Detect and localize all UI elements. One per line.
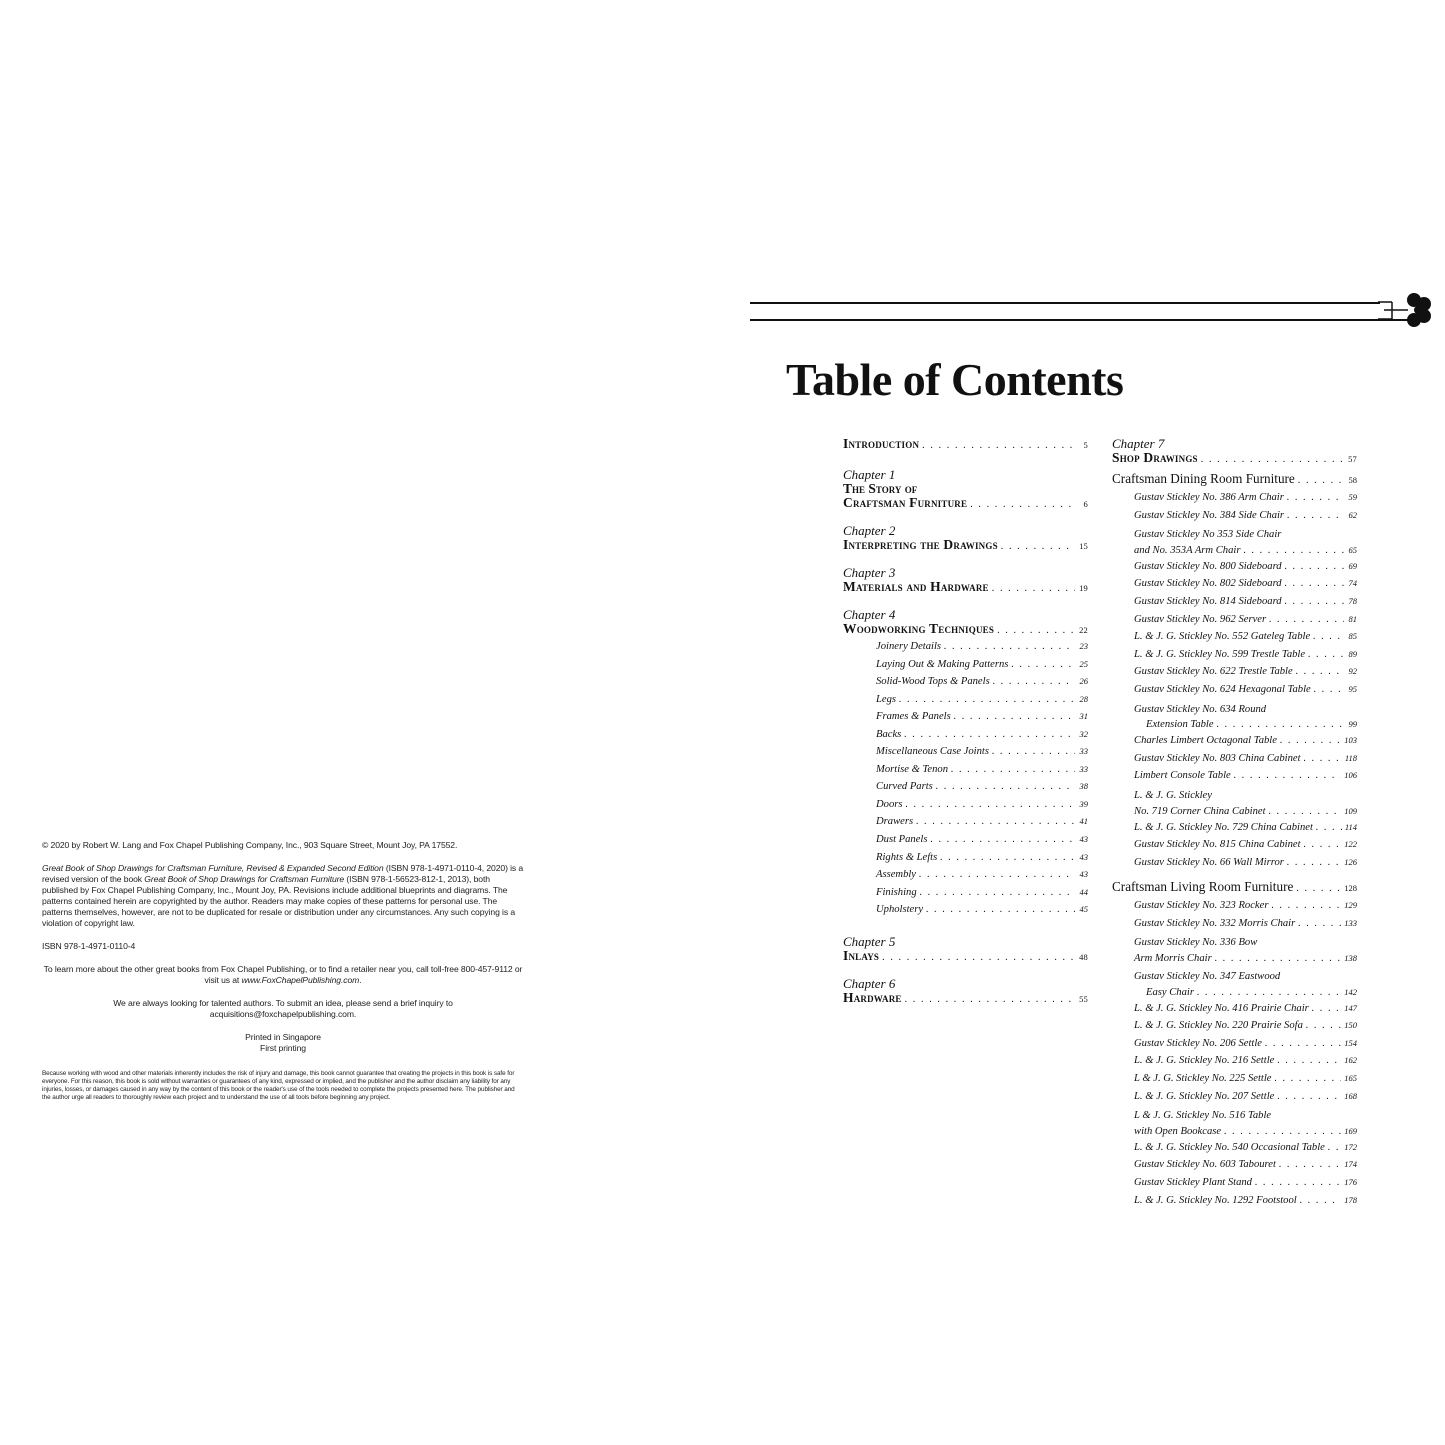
- leader-dots: [1328, 1140, 1341, 1157]
- page-number: 89: [1348, 648, 1357, 659]
- leader-dots: [1271, 898, 1341, 915]
- toc-entry[interactable]: [843, 656, 1088, 674]
- toc-entry[interactable]: [1112, 699, 1357, 733]
- toc-entry[interactable]: [1112, 663, 1357, 681]
- toc-entry[interactable]: [1112, 1105, 1357, 1139]
- page-number: 92: [1348, 666, 1357, 677]
- page-number: 25: [1079, 658, 1088, 669]
- entry-title: Assembly: [876, 869, 917, 881]
- leader-dots: [951, 762, 1075, 779]
- leader-dots: [1215, 952, 1342, 965]
- leader-dots: [920, 885, 1075, 902]
- toc-entry[interactable]: [1112, 785, 1357, 819]
- entry-title: Charles Limbert Octagonal Table: [1134, 735, 1277, 747]
- entry-title: Gustav Stickley No. 814 Sideboard: [1134, 595, 1282, 607]
- entry-title: Gustav Stickley No. 802 Sideboard: [1134, 578, 1282, 590]
- entry-title: L. & J. G. Stickley No. 1292 Footstool: [1134, 1194, 1297, 1206]
- toc-entry[interactable]: [1112, 767, 1357, 785]
- entry-title: Gustav Stickley No. 332 Morris Chair: [1134, 917, 1296, 929]
- page-number: 22: [1079, 625, 1088, 635]
- entry-title: Laying Out & Making Patterns: [876, 658, 1009, 670]
- page-number: 95: [1348, 683, 1357, 694]
- toc-entry[interactable]: [1112, 1088, 1357, 1106]
- toc-chapter-2[interactable]: [843, 524, 1088, 554]
- entry-title: Gustav Stickley No. 336 Bow: [1134, 937, 1258, 949]
- leader-dots: [1308, 647, 1344, 664]
- leader-dots: [1285, 576, 1344, 593]
- chapter-title: Hardware: [843, 989, 902, 1005]
- entry-title: Gustav Stickley No. 206 Settle: [1134, 1037, 1262, 1049]
- chapter-label: Chapter 1: [843, 467, 896, 482]
- leader-dots: [1269, 805, 1342, 818]
- page-number: 59: [1348, 492, 1357, 502]
- page-number: 78: [1348, 595, 1357, 606]
- leader-dots: [1265, 1036, 1341, 1053]
- chapter-label: Chapter 7: [1112, 436, 1165, 451]
- entry-title: Gustav Stickley Plant Stand: [1134, 1177, 1252, 1188]
- page-number: 128: [1344, 883, 1357, 894]
- authors-note: We are always looking for talented authors. To submit an idea, please send a brief inquiry to acquisitions@foxchapelpublishing.com.: [113, 998, 453, 1019]
- book-title-original: Great Book of Shop Drawings for Craftsman Furniture: [144, 874, 345, 884]
- page-number: 133: [1344, 917, 1357, 928]
- isbn: ISBN 978-1-4971-0110-4: [42, 941, 136, 951]
- leader-dots: [1234, 768, 1342, 785]
- leader-dots: [944, 639, 1075, 656]
- leader-dots: [905, 993, 1075, 1007]
- entry-title-cont: and No. 353A Arm Chair: [1134, 544, 1241, 556]
- chapter-title-line2: Craftsman Furniture: [843, 495, 968, 510]
- page-number: 109: [1344, 805, 1357, 816]
- chapter-4-subsections: [843, 638, 1088, 919]
- toc-entry[interactable]: [843, 673, 1088, 691]
- page-number: 178: [1344, 1194, 1357, 1205]
- chapter-title: Shop Drawings: [1112, 450, 1198, 465]
- page-number: 85: [1348, 631, 1357, 642]
- section-title: Craftsman Dining Room Furniture: [1112, 471, 1295, 486]
- printing-note: First printing: [260, 1043, 306, 1053]
- toc-entry[interactable]: [1112, 732, 1357, 750]
- leader-dots: [1285, 559, 1344, 576]
- leader-dots: [1275, 1071, 1342, 1088]
- page-number: 106: [1344, 770, 1357, 781]
- chapter-title: Materials and Hardware: [843, 579, 989, 594]
- section-heading-dining[interactable]: [1112, 471, 1357, 489]
- section-heading-living[interactable]: [1112, 879, 1357, 897]
- entry-title: Gustav Stickley No. 386 Arm Chair: [1134, 492, 1284, 503]
- publisher-url[interactable]: www.FoxChapelPublishing.com: [241, 975, 360, 985]
- entry-title: Doors: [876, 798, 903, 810]
- page-number: 122: [1344, 839, 1357, 850]
- toc-entry[interactable]: [1112, 1035, 1357, 1053]
- entry-title: Gustav Stickley No. 800 Sideboard: [1134, 560, 1282, 572]
- leader-dots: [1279, 1157, 1341, 1174]
- leader-dots: [1277, 1053, 1341, 1070]
- leader-dots: [992, 582, 1075, 596]
- page-number: 19: [1079, 583, 1088, 593]
- leader-dots: [992, 744, 1075, 761]
- page-number: 62: [1348, 509, 1357, 520]
- entry-title: Rights & Lefts: [876, 851, 938, 863]
- toc-entry[interactable]: [843, 796, 1088, 814]
- page-number: 99: [1348, 719, 1357, 730]
- entry-title-cont: No. 719 Corner China Cabinet: [1134, 805, 1266, 817]
- entry-title-cont: Arm Morris Chair: [1134, 953, 1212, 965]
- chapter-label: Chapter 6: [843, 975, 896, 991]
- copyright-line: © 2020 by Robert W. Lang and Fox Chapel Publishing Company, Inc., 903 Square Street, Mount Joy, PA 17552.: [42, 840, 458, 850]
- toc-entry[interactable]: [843, 849, 1088, 867]
- entry-title: L. & J. G. Stickley No. 599 Trestle Table: [1134, 648, 1306, 660]
- toc-entry[interactable]: [1112, 915, 1357, 933]
- toc-entry[interactable]: [1112, 489, 1357, 507]
- toc-entry[interactable]: [843, 901, 1088, 919]
- toc-column-2: [1112, 437, 1357, 1209]
- toc-entry[interactable]: [1112, 524, 1357, 558]
- entry-title-cont: with Open Bookcase: [1134, 1125, 1222, 1137]
- toc-entry[interactable]: [1112, 966, 1357, 1000]
- entry-title: Gustav Stickley No. 384 Side Chair: [1134, 509, 1285, 521]
- entry-title: Gustav Stickley No 353 Side Chair: [1134, 529, 1282, 541]
- toc-entry[interactable]: [1112, 1156, 1357, 1174]
- page-number: 74: [1348, 578, 1357, 589]
- toc-introduction[interactable]: [843, 437, 1088, 453]
- entry-title: Gustav Stickley No. 323 Rocker: [1134, 900, 1269, 912]
- entry-title: Joinery Details: [876, 641, 942, 652]
- page-number: 45: [1079, 904, 1088, 915]
- entry-title: Gustav Stickley No. 624 Hexagonal Table: [1134, 683, 1311, 695]
- entry-title: Finishing: [876, 886, 917, 898]
- toc-entry[interactable]: [843, 708, 1088, 726]
- entry-title: L. & J. G. Stickley No. 552 Gateleg Table: [1134, 631, 1311, 643]
- page-number: 162: [1344, 1055, 1357, 1066]
- toc-entry[interactable]: [1112, 1139, 1357, 1157]
- toc-entry[interactable]: [843, 691, 1088, 709]
- toc-entry[interactable]: [1112, 1192, 1357, 1210]
- page-number: 33: [1079, 746, 1088, 757]
- entry-title: L. & J. G. Stickley No. 220 Prairie Sofa: [1134, 1020, 1303, 1032]
- entry-title: Solid-Wood Tops & Panels: [876, 676, 990, 688]
- entry-title-cont: Extension Table: [1146, 719, 1214, 731]
- entry-title: Gustav Stickley No. 815 China Cabinet: [1134, 839, 1301, 851]
- entry-title: L. & J. G. Stickley No. 207 Settle: [1134, 1090, 1275, 1102]
- page-number: 172: [1344, 1141, 1357, 1152]
- toc-section-living: [1112, 879, 1357, 1209]
- leader-dots: [1001, 540, 1075, 554]
- leader-dots: [1243, 544, 1344, 557]
- chapter-title: Interpreting the Drawings: [843, 537, 998, 552]
- toc-entry[interactable]: [843, 813, 1088, 831]
- toc-entry[interactable]: [843, 831, 1088, 849]
- page-number: 169: [1344, 1125, 1357, 1136]
- entry-title: Gustav Stickley No. 603 Tabouret: [1134, 1159, 1276, 1171]
- entry-title: Dust Panels: [876, 834, 928, 846]
- page-number: 32: [1079, 728, 1088, 739]
- leader-dots: [1313, 629, 1344, 646]
- toc-entry[interactable]: [1112, 507, 1357, 525]
- leader-dots: [1298, 916, 1341, 933]
- toc-entry[interactable]: [1112, 750, 1357, 768]
- page-number: 57: [1348, 454, 1357, 464]
- entry-title: Upholstery: [876, 904, 924, 916]
- toc-chapter-3[interactable]: [843, 566, 1088, 596]
- page-number: 147: [1344, 1002, 1357, 1013]
- toc-chapter-6[interactable]: [843, 977, 1088, 1007]
- entry-title: Curved Parts: [876, 781, 933, 793]
- disclaimer: Because working with wood and other materials inherently includes the risk of injury and damage, this book cannot guarantee that creating the projects in this book is safe for everyone. For this reason, this book is sold without warranties or guarantees of any kind, expressed or implied, and the publisher and the author disclaim any liability for any injuries, losses, or damages caused in any way by the content of this book or the reader's use of the tools needed to complete the projects presented here. The publisher and the author urge all readers to thoroughly review each project and to understand the use of all tools before beginning any project.: [42, 1070, 515, 1101]
- page-number: 41: [1079, 816, 1088, 827]
- chapter-title: Inlays: [843, 947, 880, 963]
- page-number: 103: [1344, 735, 1357, 746]
- toc-chapter-5[interactable]: [843, 935, 1088, 965]
- introduction-title: Introduction: [843, 436, 920, 451]
- leader-dots: [1201, 453, 1344, 467]
- entry-title: Gustav Stickley No. 66 Wall Mirror: [1134, 856, 1284, 868]
- header-rule-top: [750, 302, 1380, 304]
- page-number: 69: [1348, 560, 1357, 571]
- leader-dots: [970, 498, 1075, 512]
- leader-dots: [1285, 594, 1344, 611]
- entry-title: Backs: [876, 728, 902, 740]
- leader-dots: [899, 692, 1075, 709]
- leader-dots: [919, 867, 1075, 884]
- leader-dots: [936, 779, 1075, 796]
- leader-dots: [997, 624, 1075, 638]
- entry-title: Gustav Stickley No. 347 Eastwood: [1134, 971, 1281, 983]
- toc-entry[interactable]: [1112, 558, 1357, 576]
- page-number: 114: [1344, 821, 1357, 832]
- page-number: 142: [1344, 986, 1357, 997]
- entry-title: Limbert Console Table: [1134, 770, 1231, 782]
- toc-entry[interactable]: [1112, 1052, 1357, 1070]
- toc-entry[interactable]: [843, 778, 1088, 796]
- leader-dots: [1312, 1001, 1341, 1018]
- entry-title: Miscellaneous Case Joints: [876, 746, 989, 758]
- page-number: 154: [1344, 1037, 1357, 1048]
- leader-dots: [993, 674, 1075, 691]
- entry-title: Legs: [876, 693, 897, 705]
- entry-title-cont: Easy Chair: [1146, 986, 1194, 998]
- page-number: 165: [1344, 1073, 1357, 1084]
- chapter-title: Woodworking Techniques: [843, 621, 995, 636]
- page-number: 28: [1079, 693, 1088, 704]
- leader-dots: [1280, 733, 1341, 750]
- revision-text-b: (ISBN 978-1-56523-812-1, 2013), both published by Fox Chapel Publishing Company, Inc., Mount Joy, PA. Revisions include additional blueprints and diagrams. The patterns contained herein are copyrighted by the author. Readers may make copies of these patterns for personal use. The patterns themselves, however, are not to be duplicated for resale or distribution under any circumstances. Any such copying is a violation of copyright law.: [42, 874, 516, 928]
- page-number: 31: [1079, 711, 1088, 722]
- chapter-title-line1: The Story of: [843, 481, 918, 496]
- leader-dots: [1277, 1089, 1341, 1106]
- chapter-label: Chapter 3: [843, 565, 896, 580]
- page-number: 48: [1079, 951, 1088, 962]
- learn-more: [42, 964, 524, 986]
- leader-dots: [1304, 837, 1342, 854]
- flower-ornament-icon: [1378, 292, 1434, 328]
- toc-entry[interactable]: [843, 866, 1088, 884]
- page-number: 5: [1083, 440, 1088, 450]
- chapter-label: Chapter 4: [843, 607, 896, 622]
- page-number: 39: [1079, 798, 1088, 809]
- learn-more-text: To learn more about the other great books from Fox Chapel Publishing, or to find a retailer near you, call toll-free 800-457-9112 or visit us at: [43, 964, 523, 985]
- leader-dots: [1306, 1018, 1341, 1035]
- toc-entry[interactable]: [1112, 646, 1357, 664]
- toc-entry[interactable]: [843, 761, 1088, 779]
- entry-title: Frames & Panels: [876, 711, 951, 723]
- leader-dots: [954, 709, 1075, 726]
- toc-entry[interactable]: [1112, 611, 1357, 629]
- page-number: 55: [1079, 993, 1088, 1004]
- leader-dots: [1224, 1125, 1341, 1138]
- leader-dots: [940, 850, 1075, 867]
- toc-entry[interactable]: [1112, 1070, 1357, 1088]
- toc-entry[interactable]: [843, 638, 1088, 656]
- chapter-label: Chapter 5: [843, 933, 896, 949]
- entry-title: L. & J. G. Stickley: [1134, 789, 1212, 801]
- toc-entry[interactable]: [1112, 836, 1357, 854]
- page-number: 126: [1344, 856, 1357, 867]
- page-number: 58: [1348, 475, 1357, 485]
- leader-dots: [1255, 1175, 1341, 1192]
- entry-title: L & J. G. Stickley No. 516 Table: [1134, 1110, 1272, 1122]
- entry-title: Gustav Stickley No. 962 Server: [1134, 613, 1267, 625]
- toc-entry[interactable]: [843, 726, 1088, 744]
- leader-dots: [1314, 682, 1344, 699]
- entry-title: Gustav Stickley No. 803 China Cabinet: [1134, 752, 1301, 764]
- toc-entry[interactable]: [1112, 819, 1357, 837]
- printed-location: Printed in Singapore: [245, 1032, 321, 1042]
- toc-entry[interactable]: [843, 884, 1088, 902]
- section-title: Craftsman Living Room Furniture: [1112, 879, 1294, 895]
- page-number: 81: [1348, 613, 1357, 624]
- entry-title: L. & J. G. Stickley No. 540 Occasional Table: [1134, 1141, 1325, 1153]
- section-spacer: [1112, 871, 1357, 879]
- leader-dots: [1298, 473, 1344, 489]
- leader-dots: [1269, 612, 1344, 629]
- toc-entry[interactable]: [1112, 681, 1357, 699]
- toc-entry[interactable]: [843, 743, 1088, 761]
- chapter-label: Chapter 2: [843, 523, 896, 538]
- page-number: 6: [1083, 499, 1088, 509]
- toc-entry[interactable]: [1112, 854, 1357, 872]
- leader-dots: [1304, 751, 1342, 768]
- entry-title: L. & J. G. Stickley No. 216 Settle: [1134, 1055, 1275, 1067]
- page-number: 44: [1079, 886, 1088, 897]
- page-number: 150: [1344, 1020, 1357, 1031]
- toc-entry[interactable]: [1112, 1000, 1357, 1018]
- revision-note: [42, 863, 524, 929]
- toc-entry[interactable]: [1112, 575, 1357, 593]
- page-number: 33: [1079, 763, 1088, 774]
- book-title: Great Book of Shop Drawings for Craftsman Furniture, Revised & Expanded Second Edition: [42, 863, 384, 873]
- page-number: 118: [1344, 752, 1357, 763]
- entry-title: Mortise & Tenon: [876, 763, 949, 775]
- toc-entry[interactable]: [1112, 593, 1357, 611]
- page-number: 43: [1079, 834, 1088, 845]
- page-number: 15: [1079, 541, 1088, 551]
- entry-title: Drawers: [876, 816, 914, 828]
- leader-dots: [906, 797, 1076, 814]
- toc-entry[interactable]: [1112, 897, 1357, 915]
- leader-dots: [1287, 855, 1341, 872]
- leader-dots: [926, 902, 1075, 919]
- entry-title: L. & J. G. Stickley No. 729 China Cabinet: [1134, 821, 1313, 833]
- page-number: 138: [1344, 953, 1357, 964]
- toc-entry[interactable]: [1112, 1017, 1357, 1035]
- page-number: 26: [1079, 676, 1088, 687]
- toc-chapter-4[interactable]: [843, 608, 1088, 919]
- leader-dots: [882, 951, 1075, 965]
- leader-dots: [1300, 1193, 1342, 1210]
- toc-entry[interactable]: [1112, 1174, 1357, 1192]
- entry-title: Gustav Stickley No. 622 Trestle Table: [1134, 666, 1293, 678]
- toc-entry[interactable]: [1112, 628, 1357, 646]
- entry-title: L & J. G. Stickley No. 225 Settle: [1134, 1073, 1272, 1085]
- page-number: 129: [1344, 900, 1357, 911]
- toc-section-dining: [1112, 471, 1357, 871]
- page-number: 43: [1079, 869, 1088, 880]
- entry-title: Gustav Stickley No. 634 Round: [1134, 703, 1267, 715]
- toc-title: Table of Contents: [786, 354, 1124, 405]
- toc-chapter-1[interactable]: [843, 468, 1088, 512]
- leader-dots: [904, 727, 1075, 744]
- toc-chapter-7[interactable]: [1112, 437, 1357, 467]
- leader-dots: [1287, 508, 1344, 525]
- page-number: 176: [1344, 1177, 1357, 1187]
- page-number: 38: [1079, 781, 1088, 792]
- page-number: 174: [1344, 1159, 1357, 1170]
- leader-dots: [1217, 718, 1344, 731]
- toc-column-1: [843, 437, 1088, 1019]
- leader-dots: [1197, 986, 1341, 999]
- leader-dots: [931, 832, 1076, 849]
- leader-dots: [1011, 657, 1075, 674]
- page-number: 43: [1079, 851, 1088, 862]
- entry-title: L. & J. G. Stickley No. 416 Prairie Chair: [1134, 1002, 1309, 1014]
- leader-dots: [1316, 820, 1342, 837]
- leader-dots: [1287, 490, 1344, 507]
- header-rule-bottom: [750, 319, 1410, 321]
- leader-dots: [922, 439, 1075, 453]
- leader-dots: [1296, 881, 1341, 897]
- revision-text-a: (ISBN 978-1-4971-0110-4, 2020) is a revised version of the book: [42, 863, 524, 884]
- leader-dots: [916, 814, 1075, 831]
- page-number: 23: [1079, 641, 1088, 651]
- learn-more-end: .: [359, 975, 362, 985]
- toc-entry[interactable]: [1112, 932, 1357, 966]
- page-number: 65: [1348, 544, 1357, 555]
- leader-dots: [1296, 664, 1344, 681]
- page-number: 168: [1344, 1090, 1357, 1101]
- copyright-block: [42, 840, 524, 1114]
